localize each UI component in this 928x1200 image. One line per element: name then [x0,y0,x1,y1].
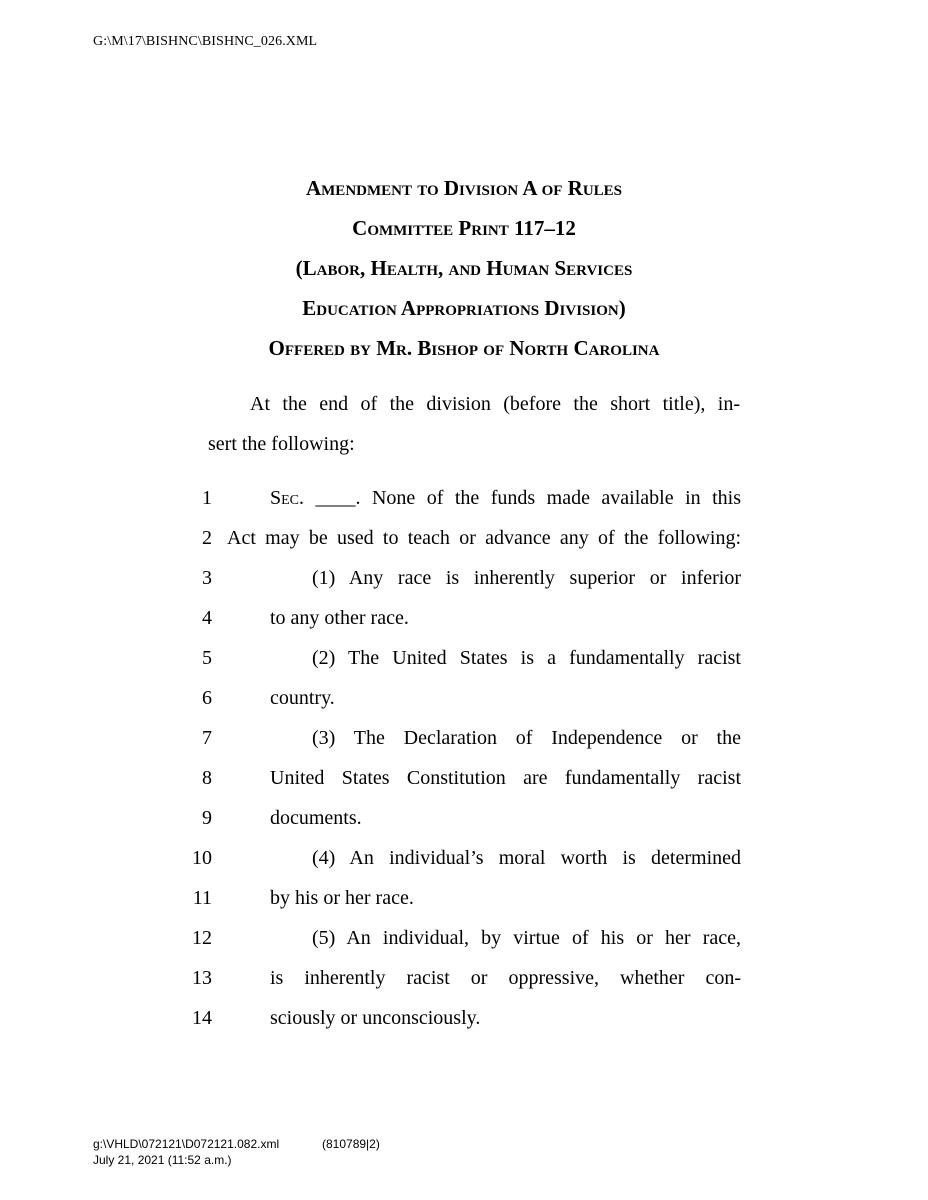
section-lead [270,478,741,518]
intro-line-1: At the end of the division (before the short title), in- [250,393,740,415]
numbered-line [0,838,928,878]
line-number: 5 [202,647,212,669]
footer-file: g:\VHLD\072121\D072121.082.xml [93,1137,280,1151]
section-label: Sec. [270,487,305,509]
amendment-body [0,478,928,1038]
title-line: Amendment to Division A of Rules [305,176,623,200]
footer-date: July 21, 2021 (11:52 a.m.) [93,1153,232,1167]
numbered-line [0,718,928,758]
intro-line-2: sert the following: [208,433,355,455]
title-line: Offered by Mr. Bishop of North Carolina [268,336,660,360]
line-number: 1 [202,487,212,509]
title-line: (Labor, Health, and Human Services [295,256,633,280]
numbered-line [0,798,928,838]
numbered-line [0,558,928,598]
line-number: 14 [192,1007,212,1029]
line-text: (4) An individual’s moral worth is determined [312,847,741,869]
numbered-line [0,958,928,998]
line-text: sciously or unconsciously. [270,1007,481,1029]
numbered-line [0,678,928,718]
line-number: 8 [202,767,212,789]
line-text: documents. [270,807,362,829]
line-text: (1) Any race is inherently superior or inferior [312,567,741,589]
numbered-line [0,598,928,638]
numbered-line [0,758,928,798]
line-text: (3) The Declaration of Independence or the [312,727,741,749]
numbered-line [0,518,928,558]
line-text: country. [270,687,335,709]
line-number: 4 [202,607,212,629]
line-text: by his or her race. [270,887,414,909]
footer-code: (810789|2) [322,1137,380,1151]
line-number: 11 [192,887,212,909]
line-number: 13 [192,967,212,989]
line-number: 3 [202,567,212,589]
numbered-line [0,638,928,678]
line-number: 7 [202,727,212,749]
numbered-line [0,918,928,958]
line-number: 10 [192,847,212,869]
title-line: Committee Print 117–12 [352,216,576,240]
line-number: 2 [202,527,212,549]
document-path: G:\M\17\BISHNC\BISHNC_026.XML [93,34,318,49]
numbered-line [0,998,928,1038]
line-text: to any other race. [270,607,409,629]
line-number: 9 [202,807,212,829]
amendment-title [0,168,928,368]
line-text: is inherently racist or oppressive, whether con- [270,967,741,989]
line-text: (5) An individual, by virtue of his or her race, [312,927,741,949]
line-text: United States Constitution are fundamentally racist [270,767,741,789]
numbered-line [0,878,928,918]
line-number: 6 [202,687,212,709]
line-text: Act may be used to teach or advance any of the following: [227,527,741,549]
title-line: Education Appropriations Division) [302,296,626,320]
line-number: 12 [192,927,212,949]
section-lead-text: ____. None of the funds made available in this [304,487,741,509]
line-text: (2) The United States is a fundamentally racist [312,647,741,669]
numbered-line [0,478,928,518]
